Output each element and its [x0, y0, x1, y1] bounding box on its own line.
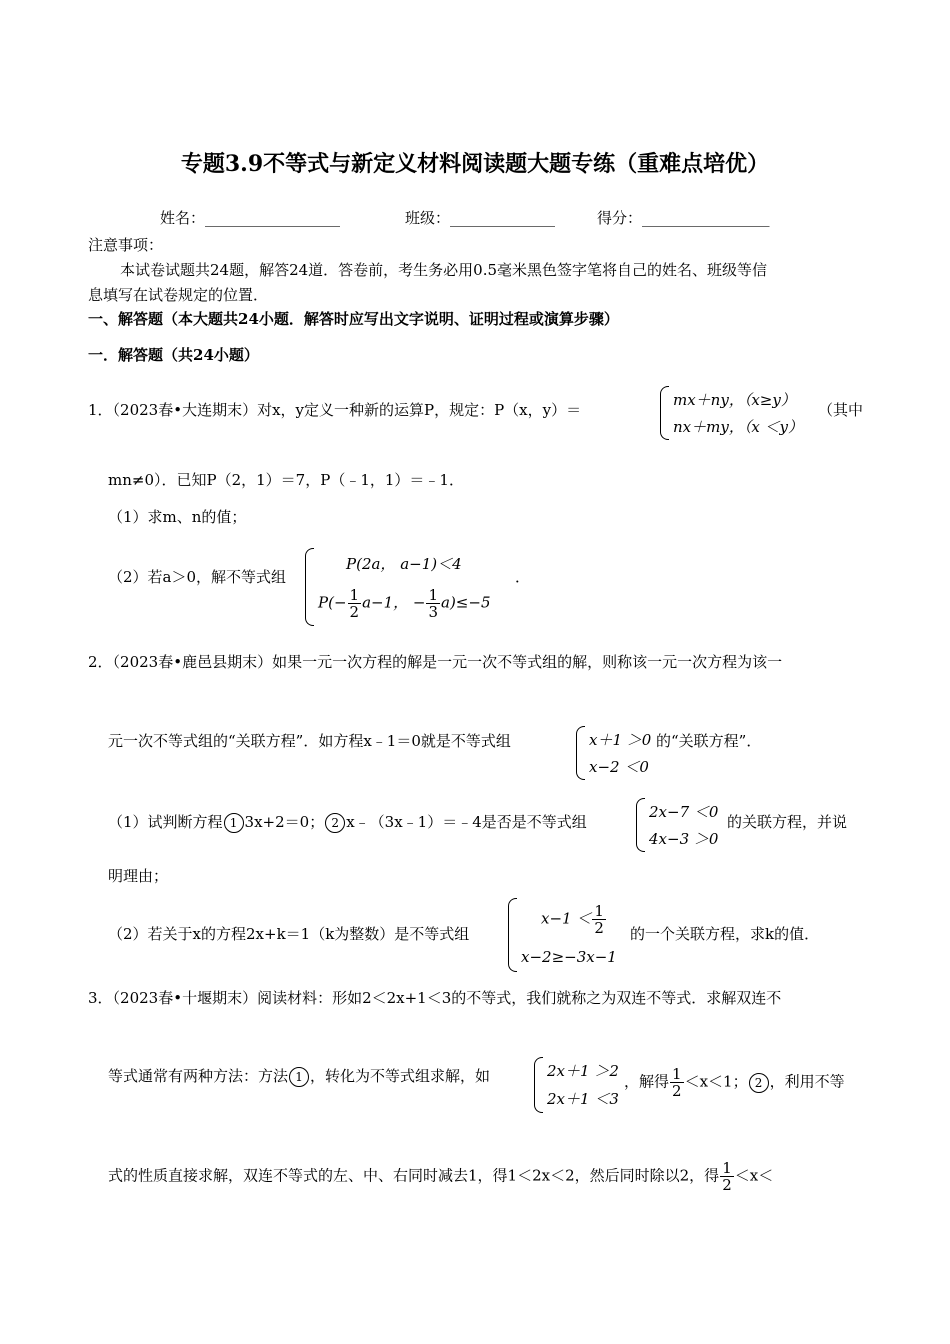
section-heading: 一、解答题（本大题共24小题．解答时应写出文字说明、证明过程或演算步骤） — [88, 310, 619, 328]
q2-system-a — [576, 726, 651, 780]
q3-line2-rest — [624, 1066, 845, 1099]
q3-l2c: ，解得 — [624, 1072, 670, 1091]
q2-sysB-row1: 2x−7 ＜0 — [649, 802, 719, 821]
circled-one-icon: 1 — [224, 813, 244, 833]
notice-line1: 本试卷试题共24题，解答24道．答卷前，考生务必用0.5毫米黑色签字笔将自己的姓名、班级等信 — [120, 261, 768, 279]
q2-sysA-row2: x−2 ＜0 — [589, 757, 649, 776]
q3-sys-row1: 2x＋1 ＞2 — [547, 1062, 619, 1080]
fraction-third — [426, 587, 440, 620]
q1-sys2-part-b: a−1， − — [362, 593, 426, 612]
q1-part1: （1）求m、n的值； — [108, 508, 247, 526]
q1-part2: （2）若a＞0，解不等式组 — [108, 568, 287, 586]
circled-one-icon: 1 — [289, 1067, 309, 1087]
frac-num: 1 — [722, 1159, 732, 1177]
q1-piecewise — [660, 386, 803, 440]
frac-num: 1 — [672, 1065, 682, 1083]
frac-den: 2 — [594, 919, 604, 938]
circled-two-icon: 2 — [325, 813, 345, 833]
class-field: 班级：______________ — [405, 209, 556, 227]
q3-lead: 3．（2023春•十堰期末）阅读材料：形如2＜2x+1＜3的不等式，我们就称之为双连不等式．求解双连不 — [88, 989, 782, 1007]
frac-den: 2 — [349, 602, 360, 621]
section-subheading: 一．解答题（共24小题） — [88, 346, 259, 364]
q2-system-b — [636, 798, 718, 852]
q1-end: ． — [515, 568, 531, 586]
fraction-half — [670, 1066, 684, 1099]
brace-icon — [534, 1057, 543, 1113]
q3-l3-tail: ＜x＜ — [734, 1166, 774, 1185]
fraction-half — [348, 587, 362, 620]
frac-den: 2 — [672, 1082, 682, 1100]
page-title: 专题3.9不等式与新定义材料阅读题大题专练（重难点培优） — [180, 151, 770, 177]
frac-den: 3 — [428, 602, 439, 621]
q1-line2: mn≠0）．已知P（2，1）＝7，P（﹣1，1）＝﹣1． — [108, 471, 464, 489]
brace-icon — [660, 386, 669, 440]
q3-line3 — [108, 1160, 773, 1193]
brace-icon — [636, 798, 645, 852]
q2-sysC-row2: x−2≥−3x−1 — [521, 947, 617, 966]
circled-two-icon: 2 — [749, 1073, 769, 1093]
frac-den: 2 — [722, 1176, 732, 1194]
brace-icon — [576, 726, 585, 780]
q3-l2e: ，利用不等 — [769, 1072, 845, 1091]
notice-line2: 息填写在试卷规定的位置． — [88, 286, 269, 304]
q1-sys2-part-a: P(− — [318, 593, 347, 612]
q3-l2a: 等式通常有两种方法：方法 — [108, 1067, 289, 1085]
q3-line2 — [108, 1066, 490, 1087]
q3-l2d: ＜x＜1； — [684, 1072, 748, 1091]
q3-sys-row2: 2x＋1 ＜3 — [547, 1090, 619, 1108]
q2-p1c: x﹣（3x﹣1）＝﹣4是否是不等式组 — [346, 813, 587, 831]
q1-case1: mx＋ny，（x≥y） — [673, 390, 796, 409]
q2-sysC-row1 — [521, 903, 617, 936]
q2-sysC1-text: x−1 ＜ — [541, 909, 592, 928]
frac-num: 1 — [349, 585, 360, 604]
q2-system-c — [508, 898, 617, 972]
frac-num: 1 — [594, 902, 604, 921]
q1-tail: （其中 — [818, 401, 864, 419]
q1-lead: 1．（2023春•大连期末）对x，y定义一种新的运算P，规定：P（x，y）＝ — [88, 401, 582, 419]
q2-p1a: （1）试判断方程 — [108, 813, 223, 831]
q2-part2-tail: 的一个关联方程，求k的值． — [630, 925, 820, 943]
q2-p1b: 3x+2＝0； — [244, 813, 325, 831]
q1-case2: nx＋my，（x ＜y） — [673, 417, 804, 436]
q3-system — [534, 1057, 619, 1113]
q2-part2: （2）若关于x的方程2x+k＝1（k为整数）是不等式组 — [108, 925, 470, 943]
q3-l2b: ，转化为不等式组求解，如 — [310, 1067, 491, 1085]
q2-sysB-row2: 4x−3 ＞0 — [649, 829, 719, 848]
score-field: 得分：_________________ — [597, 209, 770, 227]
brace-icon — [305, 548, 314, 626]
q1-sys-row2 — [318, 587, 491, 620]
brace-icon — [508, 898, 517, 972]
q2-sysA-row1: x＋1 ＞0 — [589, 730, 652, 749]
q2-part1-end: 明理由； — [108, 867, 169, 885]
notice-heading: 注意事项： — [88, 236, 164, 254]
q1-sys-row1: P(2a， a−1)＜4 — [346, 555, 462, 574]
q2-line2-tail: 的“关联方程”． — [656, 732, 762, 750]
q2-line2: 元一次不等式组的“关联方程”．如方程x﹣1＝0就是不等式组 — [108, 732, 511, 750]
fraction-half — [592, 903, 606, 936]
name-field: 姓名：__________________ — [160, 209, 341, 227]
q1-sys2-part-c: a)≤−5 — [441, 593, 491, 612]
q2-part1-tail: 的关联方程，并说 — [727, 813, 848, 831]
frac-num: 1 — [428, 585, 439, 604]
q3-l3: 式的性质直接求解，双连不等式的左、中、右同时减去1，得1＜2x＜2，然后同时除以2，得 — [108, 1166, 720, 1185]
fraction-half — [720, 1160, 734, 1193]
q2-part1 — [108, 812, 587, 833]
q1-system — [305, 548, 491, 626]
q2-lead: 2．（2023春•鹿邑县期末）如果一元一次方程的解是一元一次不等式组的解，则称该一元一次方程为该一 — [88, 653, 783, 671]
